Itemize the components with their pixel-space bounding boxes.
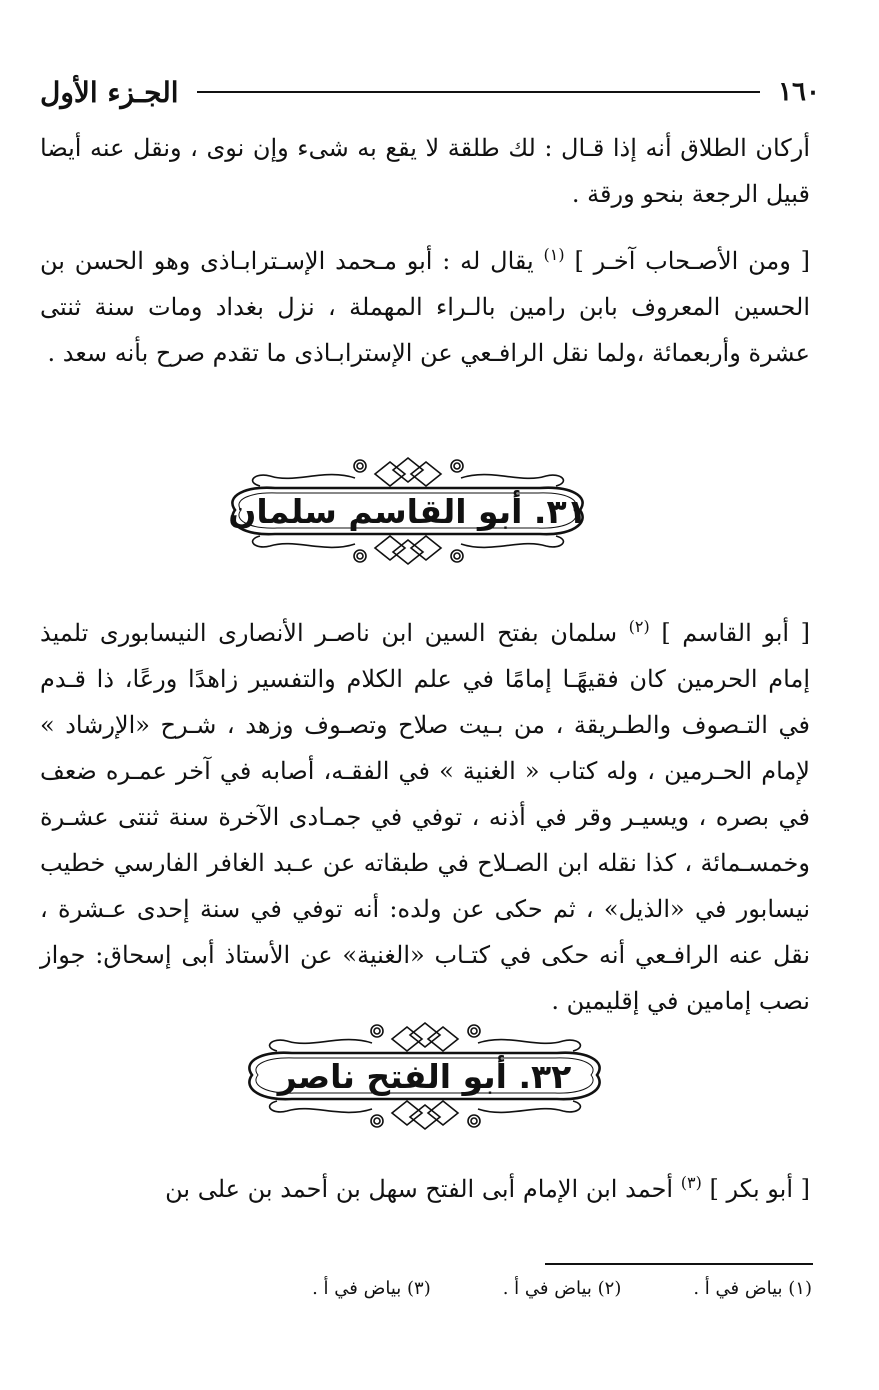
footnote-3: (٣) بياض في أ . xyxy=(312,1278,431,1299)
bracket-heading: [ ومن الأصـحاب آخـر ] xyxy=(574,247,811,275)
paragraph-body: يقال له : أبو مـحمد الإسـترابـاذى وهو الحسن بن الحسين المعروف بابن رامين بالـراء المهملة ، نزل بغداد ومات سنة ثنتى عشرة وأربعمائة ،ولما نقل الرافـعي عن الإسترابـاذى ما تقدم صرح بأنه سعد . xyxy=(40,247,810,367)
footnote-rule xyxy=(545,1263,813,1265)
footnotes xyxy=(40,1278,812,1308)
footnote-ref: (٣) xyxy=(680,1173,702,1192)
bracket-heading: [ أبو القاسم ] xyxy=(661,619,810,647)
paragraph-3 xyxy=(40,610,810,1024)
page-header xyxy=(40,72,820,112)
section-title: ٣١. أبو القاسم سلمان xyxy=(228,492,587,531)
paragraph-4 xyxy=(40,1166,810,1212)
footnote-ref: (٢) xyxy=(628,617,650,636)
section-banner xyxy=(232,1013,617,1143)
page-number: ١٦٠ xyxy=(778,77,820,107)
paragraph-1: أركان الطلاق أنه إذا قـال : لك طلقة لا يقع به شىء وإن نوى ، ونقل عنه أيضا قبيل الرجعة بنحو ورقة . xyxy=(40,134,810,208)
paragraph-2 xyxy=(40,238,810,376)
paragraph-body: أحمد ابن الإمام أبى الفتح سهل بن أحمد بن على بن xyxy=(165,1175,674,1203)
header-rule xyxy=(197,91,761,93)
bracket-heading: [ أبو بكر ] xyxy=(709,1175,810,1203)
footnote-2: (٢) بياض في أ . xyxy=(502,1278,622,1299)
section-banner xyxy=(215,448,600,578)
footnote-1: (١) بياض في أ . xyxy=(693,1278,812,1299)
paragraph-body: سلمان بفتح السين ابن ناصـر الأنصارى النيسابورى تلميذ إمام الحرمين كان فقيهًـا إمامًا في علم الكلام والتفسير زاهدًا ورعًا، ذا قـدم في التـصوف والطـريقة ، من بـيت صلاح وتصـوف وزهد ، شـرح «الإرشاد » لإمام الحـرمين ، وله كتاب « الغنية » في الفقـه، أصابه في آخر عمـره ضعف في بصره ، ويسيـر وقر في أذنه ، توفي في جمـادى الآخرة سنة ثنتى عشـرة وخمسـمائة ، كذا نقله ابن الصـلاح في طبقاته عن عـبد الغافر الفارسي خطيب نيسابور في «الذيل» ، ثم حكى عن ولده: أنه توفي في سنة إحدى عـشرة ، نقل عنه الرافـعي أنه حكى في كتـاب «الغنية» عن الأستاذ أبى إسحاق: جواز نصب إمامين في إقليمين . xyxy=(40,619,811,1015)
section-title: ٣٢. أبو الفتح ناصر xyxy=(277,1057,572,1096)
part-title: الجـزء الأول xyxy=(40,75,179,109)
footnote-ref: (١) xyxy=(543,245,565,264)
